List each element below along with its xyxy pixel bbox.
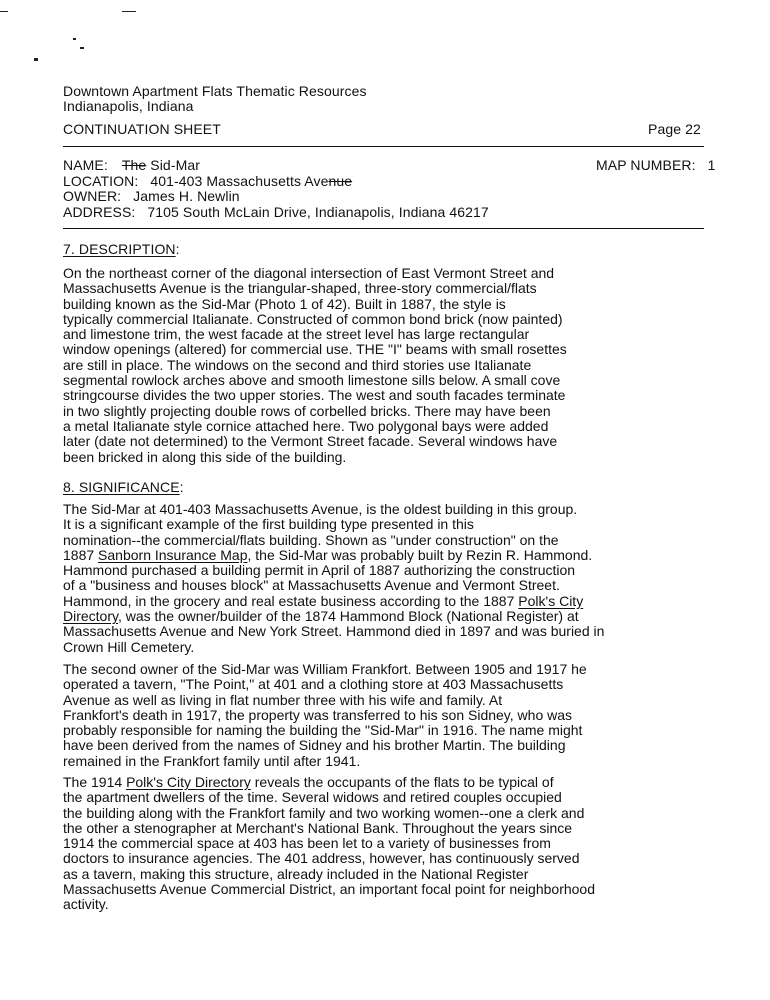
description-paragraph [63, 266, 713, 465]
map-label: MAP NUMBER: [596, 157, 696, 173]
text-line: 1887 Sanborn Insurance Map, the Sid-Mar was probably built by Rezin R. Hammond. [63, 546, 593, 563]
text-line: The 1914 Polk's City Directory reveals the occupants of the flats to be typical of [63, 774, 554, 790]
text-line: typically commercial Italianate. Constructed of common bond brick (now painted) [63, 310, 563, 327]
text-line: in two slightly projecting double rows of corbelled bricks. There may have been [63, 402, 551, 419]
underlined-title: Sanborn Insurance Map [98, 546, 248, 563]
text-line: Frankfort's death in 1917, the property was transferred to his son Sidney, who was [63, 706, 573, 723]
text-line: the other a stenographer at Merchant's National Bank. Throughout the years since [63, 819, 573, 836]
text-line: activity. [63, 896, 109, 913]
owner-label: OWNER: [63, 188, 122, 204]
text-line: It is a significant example of the first building type presented in this [63, 516, 474, 533]
text-line: nomination--the commercial/flats building. Shown as "under construction" on the [63, 531, 559, 548]
description-heading-text: 7. DESCRIPTION [63, 241, 176, 257]
scan-mark [122, 11, 136, 12]
scan-mark [0, 11, 8, 12]
address-label: ADDRESS: [63, 204, 136, 220]
text-line: the building along with the Frankfort family and two working women--one a clerk and [63, 804, 585, 821]
text-line: Massachusetts Avenue is the triangular-shaped, three-story commercial/flats [63, 280, 537, 297]
significance-heading: 8. SIGNIFICANCE: [63, 479, 184, 495]
text-line: operated a tavern, "The Point," at 401 and a clothing store at 403 Massachusetts [63, 676, 564, 693]
owner-row [63, 189, 240, 204]
address-value: 7105 South McLain Drive, Indianapolis, Indiana 46217 [147, 204, 489, 220]
scan-mark [73, 38, 76, 40]
page-number: Page 22 [648, 121, 701, 137]
text-line: as a tavern, making this structure, already included in the National Register [63, 865, 529, 882]
text-line: later (date not determined) to the Vermont Street facade. Several windows have [63, 433, 558, 450]
name-value: Sid-Mar [150, 157, 200, 173]
address-row [63, 205, 489, 220]
location-label: LOCATION: [63, 173, 139, 189]
name-row [63, 158, 200, 173]
text-line: Massachusetts Avenue and New York Street. Hammond died in 1897 and was buried in [63, 623, 605, 640]
text-line: of a "business and houses block" at Massachusetts Avenue and Vermont Street. [63, 577, 560, 594]
significance-paragraph-2 [63, 662, 713, 769]
text-line: window openings (altered) for commercial use. THE "I" beams with small rosettes [63, 341, 567, 358]
description-heading: 7. DESCRIPTION: [63, 241, 180, 257]
text-line: probably responsible for naming the building the "Sid-Mar" in 1916. The name might [63, 722, 583, 739]
text-line: remained in the Frankfort family until after 1941. [63, 752, 361, 769]
significance-heading-text: 8. SIGNIFICANCE [63, 479, 180, 495]
text-line: are still in place. The windows on the second and third stories use Italianate [63, 356, 532, 373]
text-line: Crown Hill Cemetery. [63, 638, 195, 655]
text-line: The second owner of the Sid-Mar was William Frankfort. Between 1905 and 1917 he [63, 661, 587, 677]
divider-bottom [63, 228, 704, 229]
underlined-title: Directory [63, 608, 118, 625]
significance-paragraph-1 [63, 502, 713, 655]
text-line: stringcourse divides the two upper stories. The west and south facades terminate [63, 387, 566, 404]
text-line: Hammond, in the grocery and real estate business according to the 1887 Polk's City [63, 592, 584, 609]
name-label: NAME: [63, 157, 108, 173]
map-number [596, 158, 716, 173]
name-struck-text: The [121, 157, 147, 173]
text-line: a metal Italianate style cornice attached here. Two polygonal bays were added [63, 417, 549, 434]
text-line: The Sid-Mar at 401-403 Massachusetts Avenue, is the oldest building in this group. [63, 501, 578, 517]
text-line: On the northeast corner of the diagonal intersection of East Vermont Street and [63, 265, 555, 281]
text-line: Avenue as well as living in flat number three with his wife and family. At [63, 691, 503, 708]
text-line: and limestone trim, the west facade at the street level has large rectangular [63, 326, 530, 343]
divider-top [63, 146, 704, 147]
location-struck-text: nue [328, 173, 353, 189]
city: Indianapolis, Indiana [63, 98, 194, 114]
text-line: Directory, was the owner/builder of the 1874 Hammond Block (National Register) at [63, 608, 579, 625]
text-line: the apartment dwellers of the time. Several widows and retired couples occupied [63, 789, 562, 806]
text-line: have been derived from the names of Sidney and his brother Martin. The building [63, 737, 566, 754]
scan-mark [34, 58, 38, 61]
underlined-title: Polk's City [518, 592, 584, 609]
text-line: been bricked in along this side of the building. [63, 448, 347, 465]
text-line: Hammond purchased a building permit in April of 1887 authorizing the construction [63, 562, 576, 579]
text-line: building known as the Sid-Mar (Photo 1 of 42). Built in 1887, the style is [63, 295, 506, 312]
text-line: segmental rowlock arches above and smooth limestone sills below. A small cove [63, 372, 561, 389]
text-line: doctors to insurance agencies. The 401 address, however, has continuously served [63, 850, 580, 867]
series-title: Downtown Apartment Flats Thematic Resources [63, 83, 367, 99]
owner-value: James H. Newlin [133, 188, 240, 204]
location-value: 401-403 Massachusetts Ave [150, 173, 329, 189]
map-value: 1 [707, 157, 716, 173]
location-row [63, 174, 352, 189]
sheet-label: CONTINUATION SHEET [63, 121, 221, 137]
underlined-title: Polk's City Directory [126, 774, 251, 790]
significance-paragraph-3 [63, 775, 713, 913]
text-line: 1914 the commercial space at 403 has been let to a variety of businesses from [63, 835, 551, 852]
text-line: Massachusetts Avenue Commercial District, an important focal point for neighborhood [63, 881, 596, 898]
scan-mark [80, 47, 84, 49]
